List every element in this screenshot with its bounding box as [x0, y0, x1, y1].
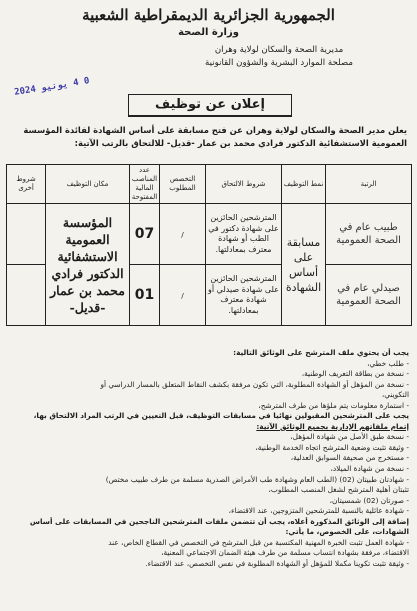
intro-paragraph: [10, 124, 407, 149]
requirement-item: - وثيقة تثبت تكوينا مكملا للمؤهل أو الشهادة المطلوبة في نفس التخصص، عند الاقتضاء.: [8, 559, 409, 570]
requirement-item: - صورتان (02) شمسيتان،: [8, 496, 409, 507]
requirement-item: - شهادة العمل تثبت الخبرة المهنية المكتسبة من قبل المترشح في التخصص في القطاع الخاص، عند: [8, 538, 409, 549]
republic-header: الجمهورية الجزائرية الديمقراطية الشعبية: [82, 6, 335, 24]
cell-grade: صيدلي عام في الصحة العمومية: [326, 265, 412, 326]
col-header-positions: عدد المناصب المالية المفتوحة: [130, 165, 160, 204]
final-candidates-heading-continued: إتمام ملفاتهم الإدارية بجميع الوثائق الآتية:: [256, 421, 409, 431]
requirement-item: - مستخرج من صحيفة السوابق العدلية،: [8, 453, 409, 464]
additional-docs-heading-continued: الشهادات، على الخصوص، ما يأتي:: [285, 527, 409, 537]
cell-positions-count: 07: [130, 204, 160, 265]
requirement-item: - نسخة من شهادة الميلاد،: [8, 464, 409, 475]
date-stamp: 0 4 يونيو 2024: [13, 76, 91, 98]
requirements-heading: يجب أن يحتوي ملف المترشح على الوثائق التالية:: [233, 348, 409, 357]
col-header-grade: الرتبة: [326, 165, 412, 204]
col-header-other: شروط أخرى: [7, 165, 46, 204]
col-header-mode: نمط التوظيف: [282, 165, 326, 204]
requirements-section: [8, 348, 409, 569]
requirement-item: - نسخة طبق الأصل من شهادة المؤهل،: [8, 432, 409, 443]
requirement-item: - نسخة من بطاقة التعريف الوطنية،: [8, 369, 409, 380]
cell-other-conditions: [7, 265, 46, 326]
intro-line: يعلن مدير الصحة والسكان لولاية وهران عن فتح مسابقة على أساس الشهادة لفائدة المؤسسة: [23, 125, 407, 135]
announcement-title: إعلان عن توظيف: [128, 94, 292, 117]
requirement-item-continued: تثبتان أهلية المترشح لشغل المنصب المطلوب،: [268, 485, 409, 495]
requirement-item: - شهادتان طبيتان (02) (الطب العام وشهادة طب الأمراض الصدرية مسلمة من طرف طبيب مختص): [8, 475, 409, 486]
requirement-item: - شهادة عائلية بالنسبة للمترشحين المتزوجين، عند الاقتضاء،: [8, 506, 409, 517]
cell-place: المؤسسة العمومية الاستشفائية الدكتور فرادي محمد بن عمار -قديل-: [46, 204, 130, 326]
cell-specialty: /: [160, 265, 206, 326]
positions-table: [6, 164, 412, 326]
cell-specialty: /: [160, 204, 206, 265]
requirement-item: - طلب خطي،: [8, 359, 409, 370]
col-header-place: مكان التوظيف: [46, 165, 130, 204]
ministry-name: وزارة الصحة: [178, 27, 239, 38]
directorate-name: مديرية الصحة والسكان لولاية وهران: [214, 45, 344, 55]
requirement-item-continued: التكويني،: [381, 390, 409, 400]
cell-recruitment-mode: مسابقة على أساس الشهادة: [282, 204, 326, 326]
cell-positions-count: 01: [130, 265, 160, 326]
requirement-item-continued: الاقتضاء، مرفقة بشهادة انتساب مسلمة من طرف هيئة الضمان الاجتماعي المعنية،: [161, 548, 409, 558]
col-header-conditions: شروط الالتحاق: [206, 165, 282, 204]
cell-other-conditions: [7, 204, 46, 265]
additional-docs-heading: إضافة إلى الوثائق المذكورة أعلاه، يجب أن تتضمن ملفات المترشحين الناجحين في المسابقات على أساس: [29, 516, 409, 526]
table-header-row: [7, 165, 412, 204]
table-row: [7, 204, 412, 265]
cell-conditions: المترشحين الحائزين على شهادة صيدلي أو شهادة معترف بمعادلتها.: [206, 265, 282, 326]
requirement-item: - استمارة معلومات يتم ملؤها من طرف المترشح،: [8, 401, 409, 412]
cell-conditions: المترشحين الحائزين على شهادة دكتور في الطب أو شهادة معترف بمعادلتها.: [206, 204, 282, 265]
requirement-item: - نسخة من المؤهل أو الشهادة المطلوبة، التي تكون مرفقة بكشف النقاط المتعلق بالمسار الدراسي أو: [8, 380, 409, 391]
intro-line: العمومية الاستشفائية الدكتور فرادي محمد بن عمار -قديل- للالتحاق بالرتب الآتية:: [74, 137, 407, 148]
final-candidates-heading: يجب على المترشحين المقبولين نهائيا في مسابقات التوظيف، قبل التعيين في الرتب المراد الالتحاق بها،: [33, 411, 409, 421]
cell-grade: طبيب عام في الصحة العمومية: [326, 204, 412, 265]
service-name: مصلحة الموارد البشرية والشؤون القانونية: [205, 58, 353, 68]
col-header-specialty: التخصص المطلوب: [160, 165, 206, 204]
requirement-item: - وثيقة تثبت وضعية المترشح اتجاه الخدمة الوطنية،: [8, 443, 409, 454]
